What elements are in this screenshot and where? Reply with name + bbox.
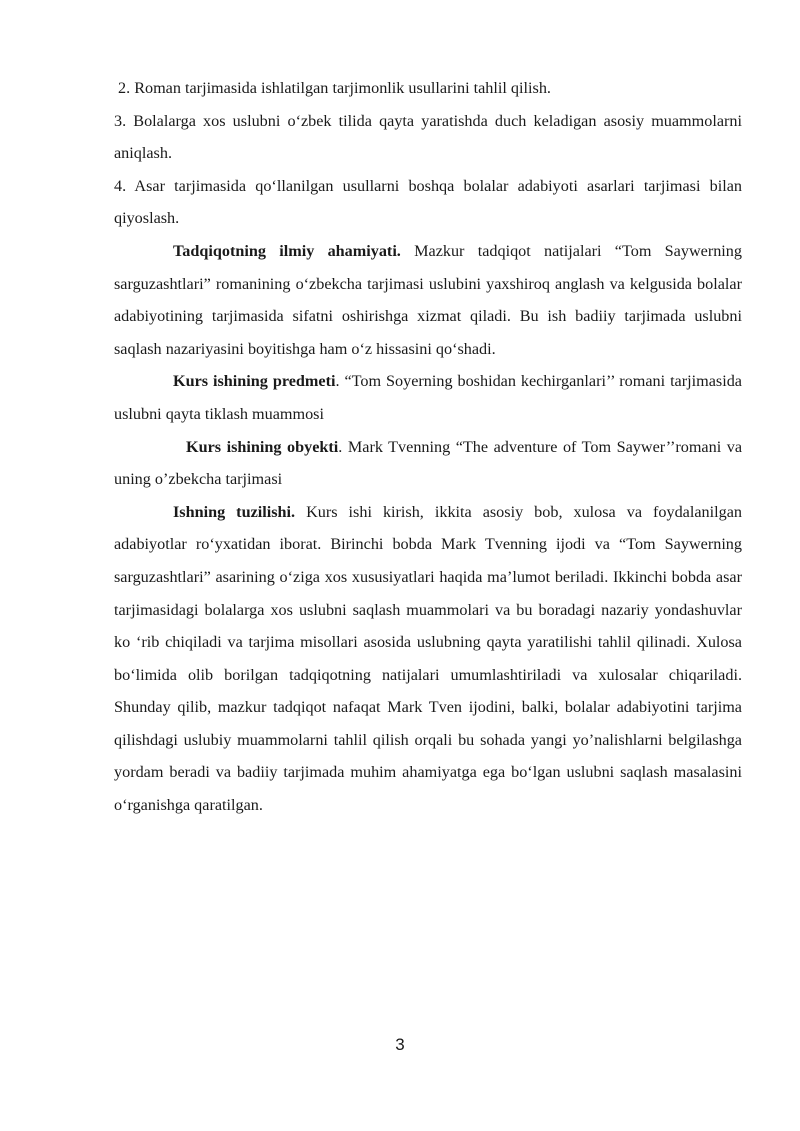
structure-heading: Ishning tuzilishi. — [173, 502, 296, 521]
list-item-4: 4. Asar tarjimasida qo‘llanilgan usullarni boshqa bolalar adabiyoti asarlari tarjimasi bilan qiyoslash. — [114, 176, 742, 228]
list-item-3: 3. Bolalarga xos uslubni o‘zbek tilida qayta yaratishda duch keladigan asosiy muammolarni aniqlash. — [114, 111, 742, 163]
significance-heading: Tadqiqotning ilmiy ahamiyati. — [173, 241, 401, 260]
object-text: . Mark Tvenning “The adventure of Tom Saywer’’romani va uning o’zbekcha tarjimasi — [114, 437, 742, 489]
significance-text: Mazkur tadqiqot natijalari “Tom Saywerning sarguzashtlari” romanining o‘zbekcha tarjimasi uslubini yaxshiroq anglash va kelgusida bolalar adabiyotining tarjimasida sifatni oshirishga xizmat qiladi. Bu ish badiiy tarjimada uslubni saqlash nazariyasini boyitishga ham o‘z hissasini qo‘shadi. — [114, 241, 742, 358]
document-body — [114, 72, 742, 822]
subject-heading: Kurs ishining predmeti — [173, 372, 336, 391]
subject-text: . “Tom Soyerning boshidan kechirganlari’’ romani tarjimasida uslubni qayta tiklash muammosi — [114, 372, 742, 423]
object-heading: Kurs ishining obyekti — [186, 437, 339, 456]
object-paragraph — [114, 431, 742, 496]
structure-paragraph — [114, 496, 742, 822]
significance-paragraph — [114, 235, 742, 365]
structure-text: Kurs ishi kirish, ikkita asosiy bob, xulosa va foydalanilgan adabiyotlar ro‘yxatidan iborat. Birinchi bobda Mark Tvenning ijodi va “Tom Saywerning sarguzashtlari” asarining o‘ziga xos xususiyatlari haqida ma’lumot beriladi. Ikkinchi bobda asar tarjimasidagi bolalarga xos uslubni saqlash muammolari va bu boradagi nazariy yondashuvlar ko ‘rib chiqiladi va tarjima misollari asosida uslubning qayta yaratilishi tahlil qilinadi. Xulosa bo‘limida olib borilgan tadqiqotning natijalari umumlashtiriladi va xulosalar chiqariladi. Shunday qilib, mazkur tadqiqot nafaqat Mark Tven ijodini, balki, bolalar adabiyotini tarjima qilishdagi uslubiy muammolarni tahlil qilish orqali bu sohada yangi yo’nalishlarni belgilashga yordam beradi va badiiy tarjimada muhim ahamiyatga ega bo‘lgan uslubni saqlash masalasini o‘rganishga qaratilgan. — [114, 502, 742, 815]
list-item-2: 2. Roman tarjimasida ishlatilgan tarjimonlik usullarini tahlil qilish. — [118, 79, 551, 97]
page-number: 3 — [395, 1035, 405, 1054]
subject-paragraph — [114, 365, 742, 430]
